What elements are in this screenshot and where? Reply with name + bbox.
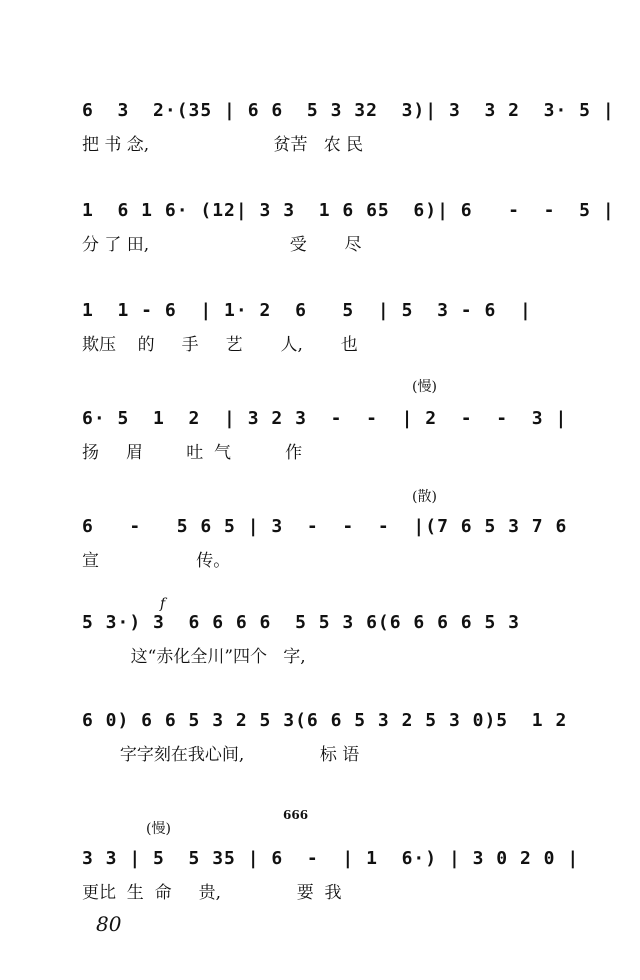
numbered-notation-line: 1 1 - 6 | 1· 2 6 5 | 5 3 - 6 | xyxy=(82,300,532,321)
numbered-notation-line: 5 3·) 3 6 6 6 6 5 5 3 6(6 6 6 6 5 3 xyxy=(82,612,520,633)
lyrics-line: 把 书 念, 贫苦 农 民 xyxy=(82,135,364,155)
grace-notes: 666 xyxy=(283,808,309,822)
numbered-notation-line: 3 3 | 5 5 35 | 6 - | 1 6·) | 3 0 2 0 | xyxy=(82,848,580,869)
numbered-notation-line: 6· 5 1 2 | 3 2 3 - - | 2 - - 3 | xyxy=(82,408,568,429)
numbered-notation-line: 1 6 1 6· (12| 3 3 1 6 65 6)| 6 - - 5 | xyxy=(82,200,615,221)
dynamic-marking: f xyxy=(160,596,166,612)
numbered-notation-line: 6 - 5 6 5 | 3 - - - |(7 6 5 3 7 6 xyxy=(82,516,568,537)
tempo-marking: (慢) xyxy=(412,379,437,395)
lyrics-line: 字字刻在我心间, 标 语 xyxy=(82,745,360,765)
lyrics-line: 扬 眉 吐 气 作 xyxy=(82,443,303,463)
lyrics-line: 分 了 田, 受 尽 xyxy=(82,235,362,255)
tempo-marking: (慢) xyxy=(146,821,171,837)
lyrics-line: 更比 生 命 贵, 要 我 xyxy=(82,883,342,903)
page-number: 80 xyxy=(96,912,122,936)
lyrics-line: 这“赤化全川”四个 字, xyxy=(82,647,306,667)
numbered-notation-line: 6 3 2·(35 | 6 6 5 3 32 3)| 3 3 2 3· 5 | xyxy=(82,100,615,121)
numbered-notation-line: 6 0) 6 6 5 3 2 5 3(6 6 5 3 2 5 3 0)5 1 2 xyxy=(82,710,568,731)
lyrics-line: 宣 传。 xyxy=(82,551,231,571)
tempo-marking: (散) xyxy=(412,489,437,505)
lyrics-line: 欺压 的 手 艺 人, 也 xyxy=(82,335,358,355)
